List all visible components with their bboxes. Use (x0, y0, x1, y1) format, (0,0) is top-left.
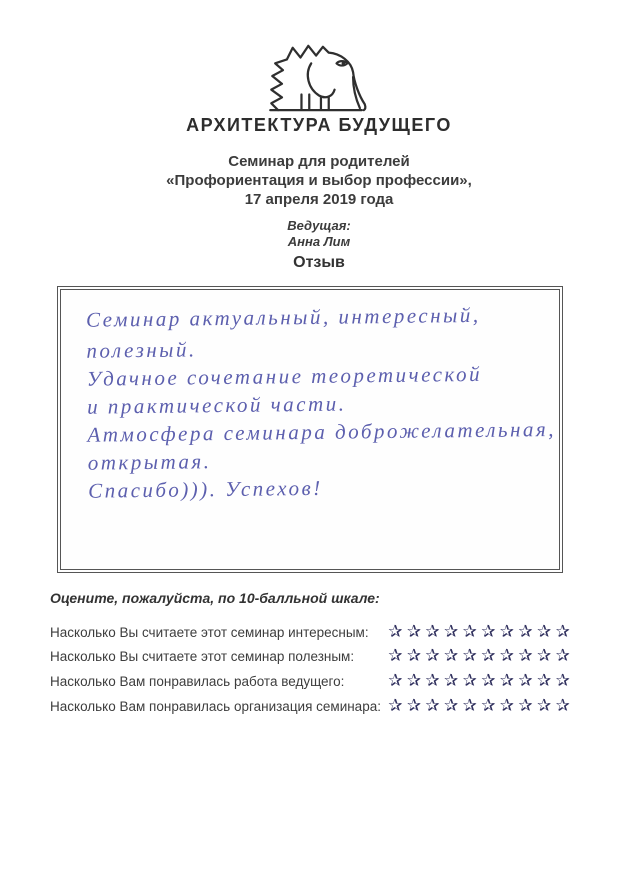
star-icon: ✰ (536, 670, 552, 691)
rating-label: Насколько Вы считаете этот семинар полезным: (50, 649, 355, 665)
rating-row (50, 694, 572, 719)
handwritten-line: открытая. (87, 449, 212, 475)
star-icon: ✰ (462, 670, 477, 691)
star-icon: ✰ (406, 621, 422, 642)
handwritten-line: Спасибо))). Успехов! (87, 475, 323, 503)
star-icon: ✰ (518, 646, 533, 667)
star-icon: ✰ (499, 646, 515, 667)
host-block (0, 218, 638, 249)
star-icon: ✰ (518, 670, 533, 691)
elephant-logo-icon (253, 40, 385, 114)
star-icon: ✰ (444, 695, 459, 716)
star-icon: ✰ (518, 695, 533, 716)
star-icon: ✰ (536, 621, 552, 642)
star-icon: ✰ (481, 670, 496, 691)
star-icon: ✰ (555, 621, 570, 642)
logo (0, 40, 638, 136)
star-icon: ✰ (406, 670, 422, 691)
rating-row (50, 645, 572, 670)
star-icon: ✰ (388, 670, 403, 691)
seminar-title-line1: Семинар для родителей (228, 153, 410, 170)
star-icon: ✰ (518, 621, 533, 642)
handwritten-line: Атмосфера семинара доброжелательная, (87, 416, 557, 447)
star-icon: ✰ (425, 646, 440, 667)
rating-stars (386, 670, 572, 691)
star-icon: ✰ (499, 695, 515, 716)
rating-stars (386, 648, 572, 665)
star-icon: ✰ (536, 695, 552, 716)
star-icon: ✰ (462, 646, 477, 667)
star-icon: ✰ (462, 621, 477, 642)
handwritten-line: Удачное сочетание теоретической (86, 361, 483, 391)
seminar-title (0, 152, 638, 209)
logo-text: АРХИТЕКТУРА БУДУЩЕГО (186, 115, 452, 135)
rating-label: Насколько Вам понравилась организация семинара: (50, 698, 381, 714)
star-icon: ✰ (555, 646, 570, 667)
star-icon: ✰ (388, 695, 403, 716)
rating-row (50, 669, 572, 694)
star-icon: ✰ (499, 670, 515, 691)
handwritten-line: полезный. (86, 337, 197, 363)
star-icon: ✰ (444, 646, 459, 667)
star-icon: ✰ (425, 621, 440, 642)
star-icon: ✰ (406, 646, 422, 667)
star-icon: ✰ (481, 695, 496, 716)
star-icon: ✰ (388, 646, 403, 667)
star-icon: ✰ (481, 621, 496, 642)
rating-rows (50, 620, 572, 718)
rating-label: Насколько Вы считаете этот семинар интересным: (50, 624, 369, 640)
feedback-box (57, 286, 563, 573)
handwriting-lines (60, 287, 561, 507)
star-icon: ✰ (499, 621, 515, 642)
star-icon: ✰ (462, 695, 477, 716)
section-heading: Отзыв (293, 254, 345, 271)
star-icon: ✰ (388, 621, 403, 642)
star-icon: ✰ (444, 670, 459, 691)
star-icon: ✰ (444, 621, 459, 642)
star-icon: ✰ (425, 670, 440, 691)
handwritten-line: и практической части. (86, 391, 347, 419)
rating-row (50, 620, 572, 645)
seminar-title-line3: 17 апреля 2019 года (244, 191, 394, 208)
rating-heading: Оцените, пожалуйста, по 10-балльной шкале: (50, 590, 380, 606)
star-icon: ✰ (481, 646, 496, 667)
handwritten-line: Семинар актуальный, интересный, (85, 302, 481, 332)
rating-stars (386, 621, 572, 642)
host-label: Ведущая: (287, 218, 351, 233)
star-icon: ✰ (555, 670, 570, 691)
rating-stars (386, 695, 572, 716)
rating-label: Насколько Вам понравилась работа ведущего: (50, 673, 345, 689)
star-icon: ✰ (425, 695, 440, 716)
star-icon: ✰ (555, 695, 570, 716)
star-icon: ✰ (536, 646, 552, 667)
star-icon: ✰ (406, 695, 422, 716)
host-name: Анна Лим (287, 233, 351, 249)
seminar-title-line2: «Профориентация и выбор профессии», (166, 172, 472, 189)
